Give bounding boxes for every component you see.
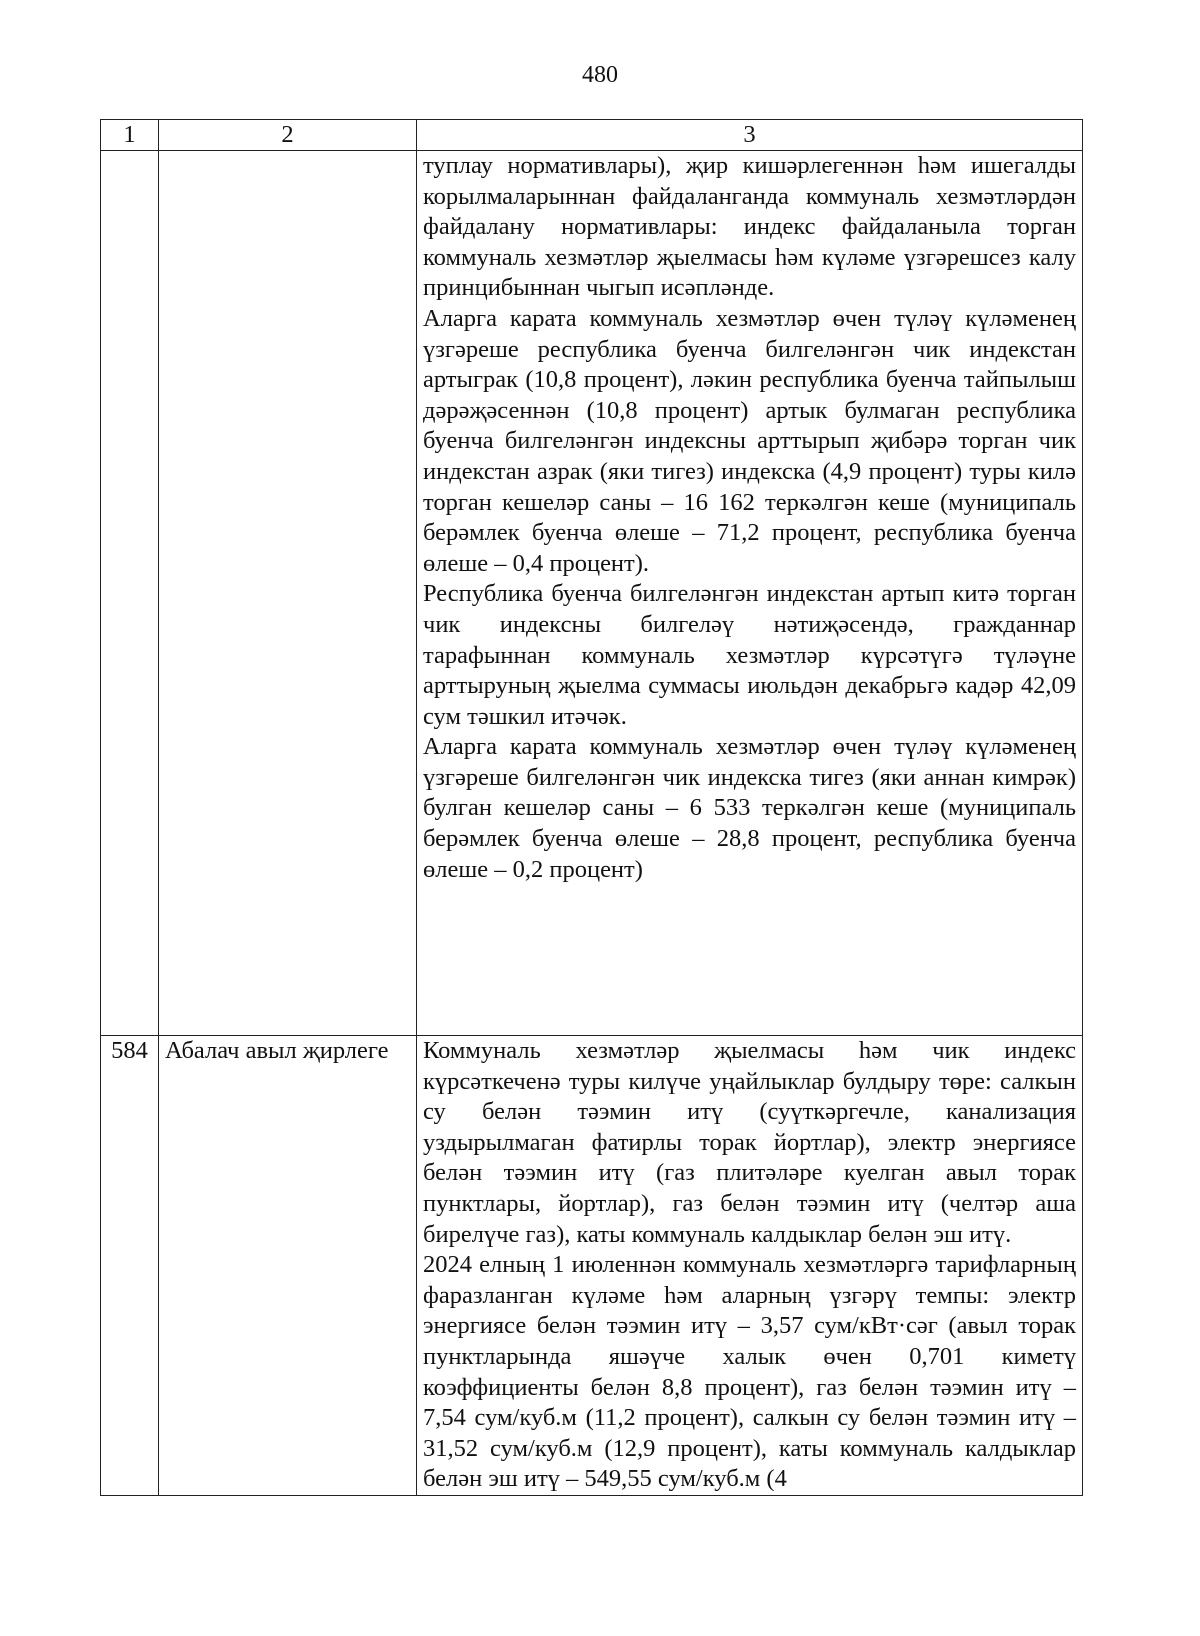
table-header-row: [101, 120, 1083, 151]
table-row: [101, 1036, 1083, 1496]
paragraph: Коммуналь хезмәтләр җыелмасы һәм чик индекс күрсәткеченә туры килүче уңайлыклар булдыру төре: салкын су белән тәэмин итү (суүткәргечле, канализация уздырылмаган фатирлы торак йортлар), электр энергиясе белән тәэмин итү (газ плитәләре куелган авыл торак пунктлары, йортлар), газ белән тәэмин итү (челтәр аша бирелүче газ), каты коммуналь калдыклар белән эш итү.: [423, 1037, 1076, 1248]
table-row: [101, 151, 1083, 1036]
paragraph: Республика буенча билгеләнгән индекстан артып китә торган чик индексны билгеләү нәтиҗәсендә, гражданнар тарафыннан коммуналь хезмәтләр күрсәтүгә түләүне арттыруның җыелма суммасы июльдән декабрьгә кадәр 42,09 сум тәшкил итәчәк.: [423, 580, 1076, 730]
column-header-3: 3: [417, 120, 1083, 151]
settlement-name: Абалач авыл җирлеге: [159, 1036, 417, 1496]
paragraph: туплау нормативлары), җир кишәрлегеннән һәм ишегалды корылмаларыннан файдаланганда коммуналь хезмәтләрдән файдалану нормативлары: индекс файдаланыла торган коммуналь хезмәтләр җыелмасы һәм күләме үзгәрешсез калу принцибыннан чыгып исәпләнде.: [423, 152, 1076, 302]
paragraph: Аларга карата коммуналь хезмәтләр өчен түләү күләменең үзгәреше республика буенча билгеләнгән чик индекстан артыграк (10,8 процент), ләкин республика буенча тайпылыш дәрәҗәсеннән (10,8 процент) артык булмаган республика буенча билгеләнгән индексны арттырып җибәрә торган чик индекстан азрак (яки тигез) индекска (4,9 процент) туры килә торган кешеләр саны – 16 162 теркәлгән кеше (муниципаль берәмлек буенча өлеше – 71,2 процент, республика буенча өлеше – 0,4 процент).: [423, 304, 1076, 577]
description-cell: [417, 1036, 1083, 1496]
paragraph: Аларга карата коммуналь хезмәтләр өчен түләү күләменең үзгәреше билгеләнгән чик индекска тигез (яки аннан кимрәк) булган кешеләр саны – 6 533 теркәлгән кеше (муниципаль берәмлек буенча өлеше – 28,8 процент, республика буенча өлеше – 0,2 процент): [423, 733, 1076, 883]
column-header-1: 1: [101, 120, 159, 151]
paragraph: 2024 елның 1 июленнән коммуналь хезмәтләргә тарифларның фаразланган күләме һәм аларның үзгәрү темпы: электр энергиясе белән тәэмин итү – 3,57 сум/кВт·сәг (авыл торак пунктларында яшәүче халык өчен 0,701 киметү коэффициенты белән 8,8 процент), газ белән тәэмин итү – 7,54 сум/куб.м (11,2 процент), салкын су белән тәэмин итү – 31,52 сум/куб.м (12,9 процент), каты коммуналь калдыклар белән эш итү – 549,55 сум/куб.м (4: [423, 1251, 1076, 1493]
column-header-2: 2: [159, 120, 417, 151]
document-table: [100, 119, 1083, 1496]
description-cell: [417, 151, 1083, 1036]
row-number: 584: [101, 1036, 159, 1496]
page-number: 480: [582, 62, 618, 88]
row-number: [101, 151, 159, 1036]
settlement-name: [159, 151, 417, 1036]
